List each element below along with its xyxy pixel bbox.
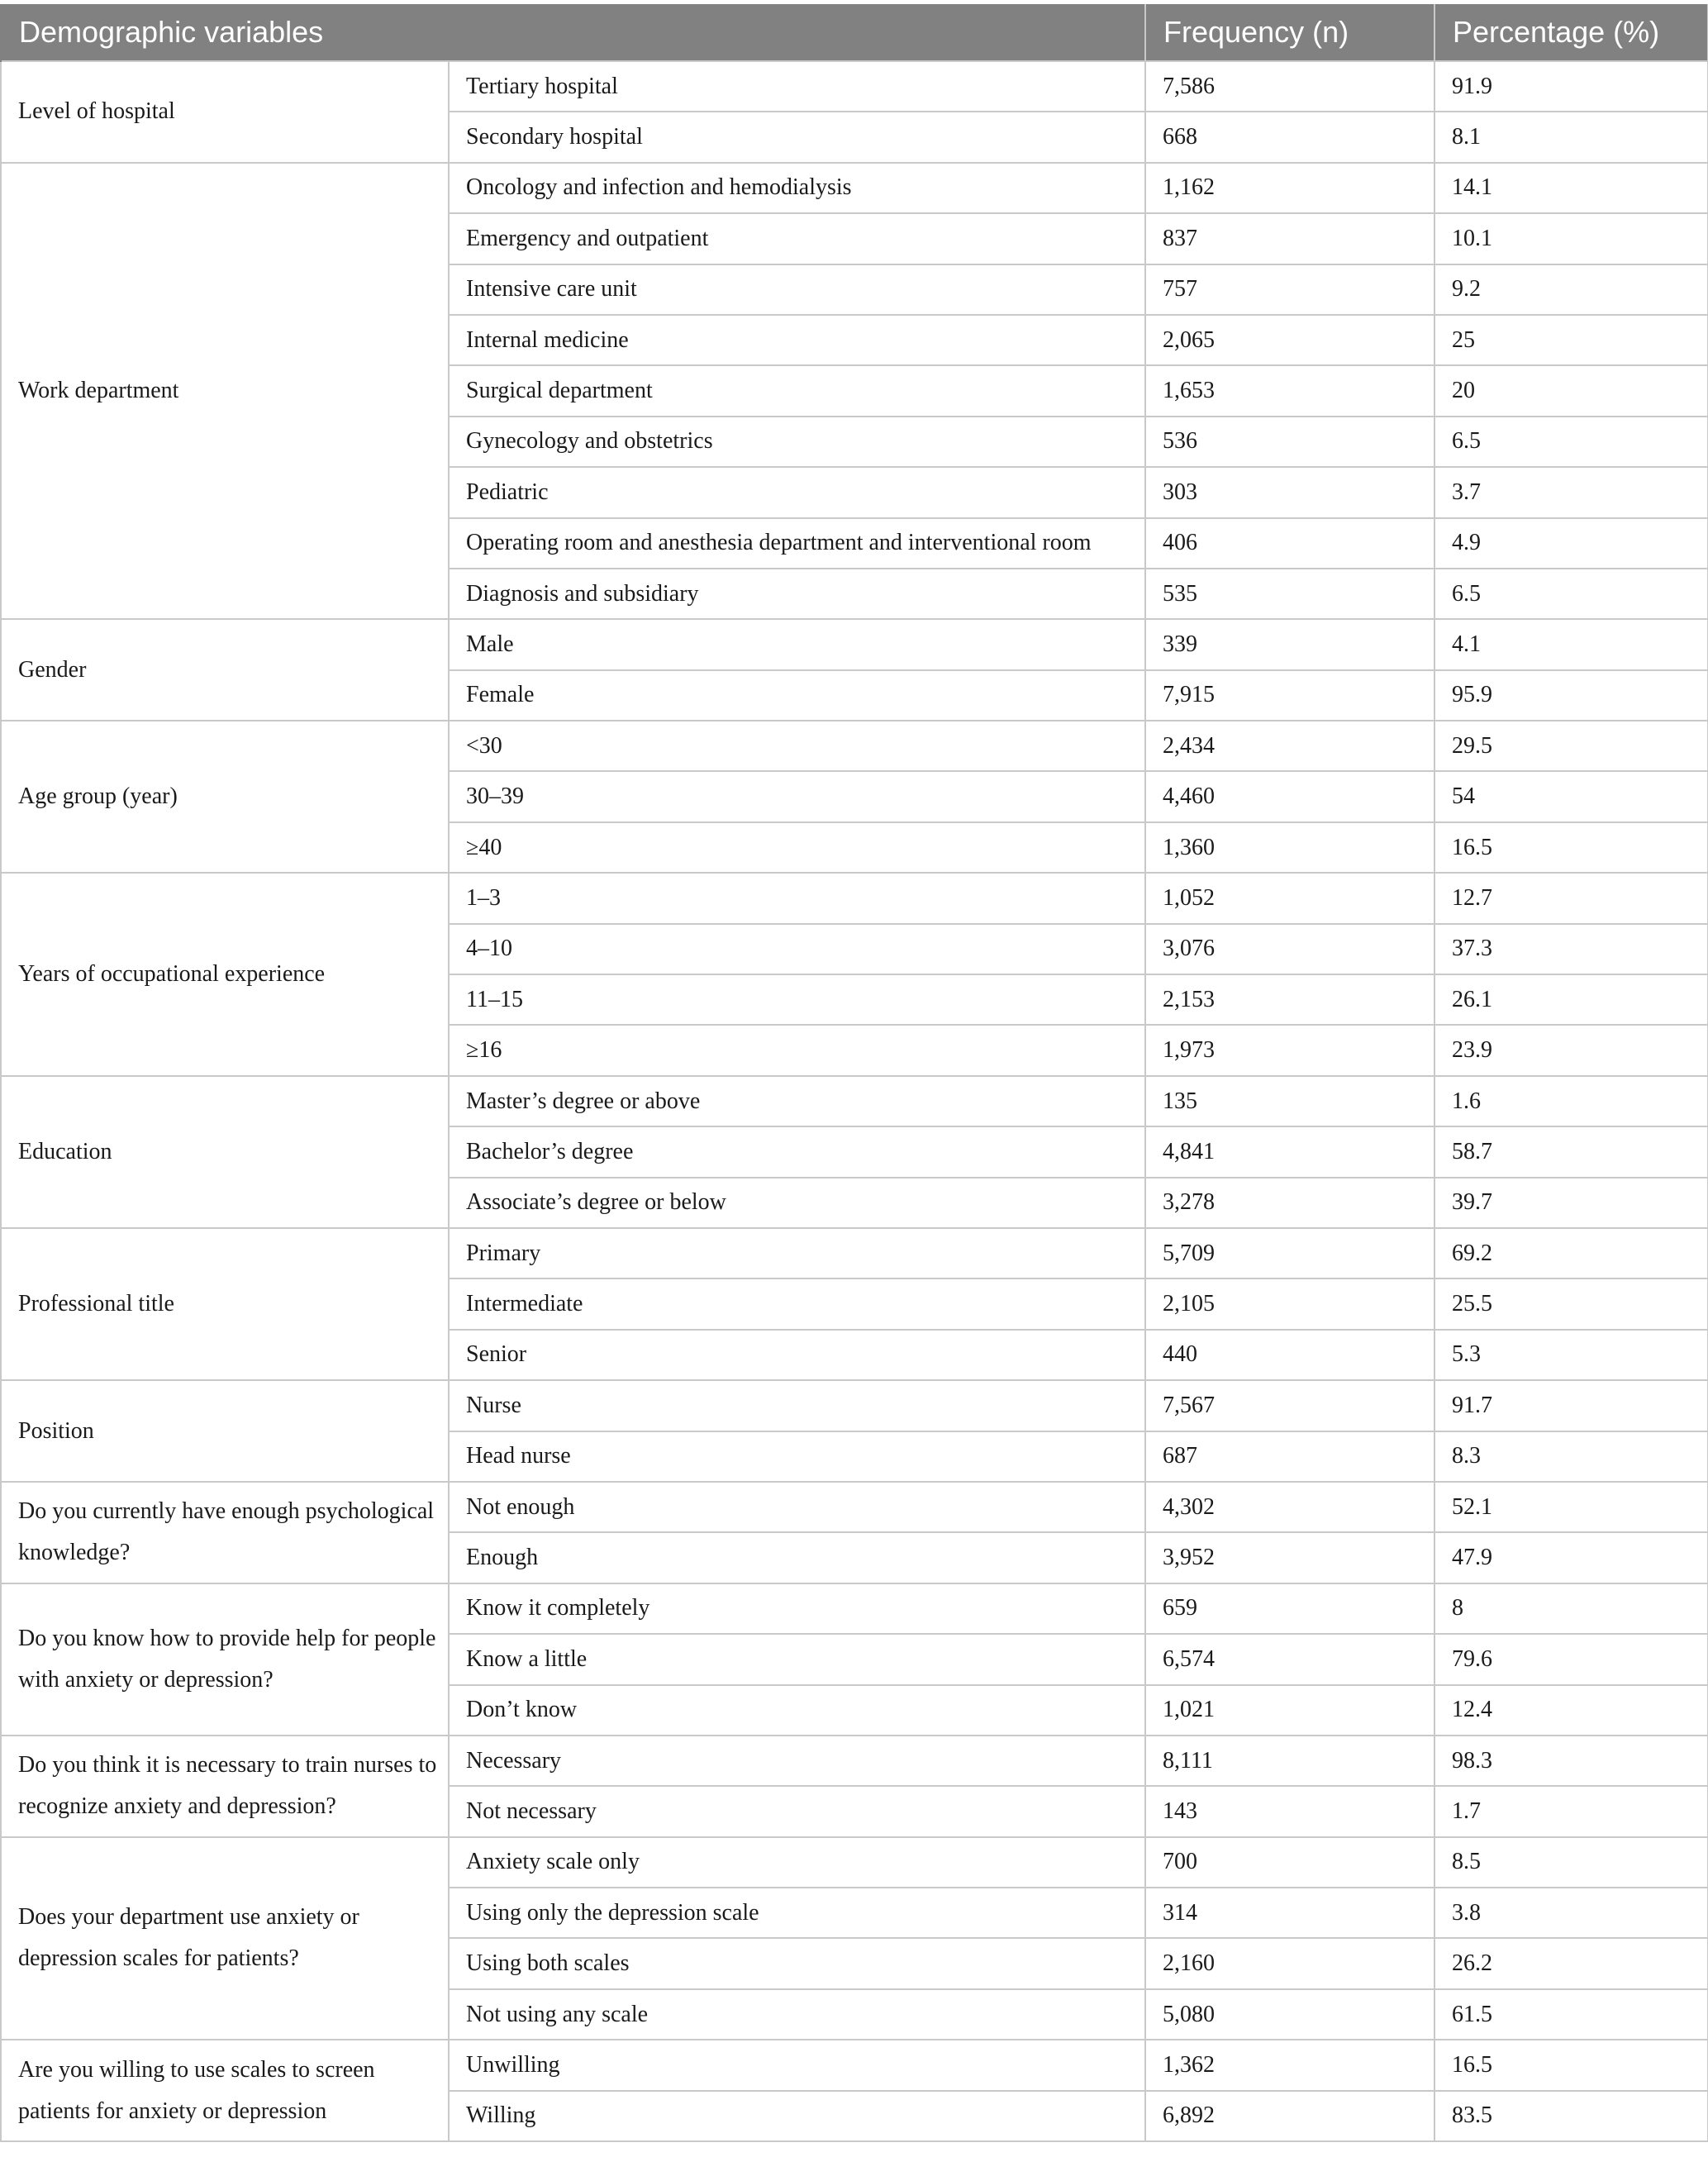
frequency-cell: 536	[1145, 417, 1434, 467]
percentage-cell: 26.2	[1434, 1938, 1708, 1988]
category-cell: ≥40	[449, 822, 1145, 873]
percentage-cell: 26.1	[1434, 974, 1708, 1025]
category-cell: ≥16	[449, 1025, 1145, 1075]
percentage-cell: 5.3	[1434, 1330, 1708, 1380]
percentage-cell: 3.8	[1434, 1888, 1708, 1938]
percentage-cell: 20	[1434, 365, 1708, 416]
header-demographic-variables: Demographic variables	[1, 4, 1145, 61]
table-row	[1, 2040, 1708, 2090]
percentage-cell: 3.7	[1434, 467, 1708, 517]
frequency-cell: 2,153	[1145, 974, 1434, 1025]
header-percentage: Percentage (%)	[1434, 4, 1708, 61]
category-cell: Know a little	[449, 1634, 1145, 1684]
percentage-cell: 9.2	[1434, 264, 1708, 315]
group-label: Age group (year)	[1, 721, 449, 873]
percentage-cell: 8	[1434, 1583, 1708, 1634]
header-frequency: Frequency (n)	[1145, 4, 1434, 61]
category-cell: Not using any scale	[449, 1989, 1145, 2040]
frequency-cell: 7,586	[1145, 61, 1434, 112]
category-cell: 30–39	[449, 771, 1145, 821]
category-cell: Female	[449, 670, 1145, 721]
category-cell: Using both scales	[449, 1938, 1145, 1988]
category-cell: Pediatric	[449, 467, 1145, 517]
table-row	[1, 1837, 1708, 1888]
table-row	[1, 1482, 1708, 1532]
category-cell: Know it completely	[449, 1583, 1145, 1634]
percentage-cell: 1.6	[1434, 1076, 1708, 1126]
category-cell: Not enough	[449, 1482, 1145, 1532]
percentage-cell: 47.9	[1434, 1532, 1708, 1583]
frequency-cell: 1,360	[1145, 822, 1434, 873]
table-row	[1, 1076, 1708, 1126]
frequency-cell: 135	[1145, 1076, 1434, 1126]
frequency-cell: 535	[1145, 569, 1434, 619]
percentage-cell: 23.9	[1434, 1025, 1708, 1075]
percentage-cell: 69.2	[1434, 1228, 1708, 1278]
category-cell: Anxiety scale only	[449, 1837, 1145, 1888]
percentage-cell: 10.1	[1434, 213, 1708, 264]
category-cell: Not necessary	[449, 1786, 1145, 1836]
percentage-cell: 4.1	[1434, 619, 1708, 669]
frequency-cell: 440	[1145, 1330, 1434, 1380]
table-body	[1, 61, 1708, 2141]
frequency-cell: 4,841	[1145, 1126, 1434, 1177]
category-cell: Senior	[449, 1330, 1145, 1380]
percentage-cell: 14.1	[1434, 163, 1708, 213]
frequency-cell: 7,567	[1145, 1380, 1434, 1431]
frequency-cell: 2,160	[1145, 1938, 1434, 1988]
category-cell: Intensive care unit	[449, 264, 1145, 315]
percentage-cell: 58.7	[1434, 1126, 1708, 1177]
category-cell: Male	[449, 619, 1145, 669]
header-row	[1, 4, 1708, 61]
frequency-cell: 2,065	[1145, 315, 1434, 365]
category-cell: Secondary hospital	[449, 112, 1145, 162]
frequency-cell: 406	[1145, 518, 1434, 569]
group-label: Do you currently have enough psychological knowledge?	[1, 1482, 449, 1583]
table-row	[1, 873, 1708, 923]
category-cell: Tertiary hospital	[449, 61, 1145, 112]
percentage-cell: 8.3	[1434, 1431, 1708, 1482]
table-row	[1, 1736, 1708, 1786]
percentage-cell: 8.5	[1434, 1837, 1708, 1888]
frequency-cell: 659	[1145, 1583, 1434, 1634]
category-cell: Nurse	[449, 1380, 1145, 1431]
category-cell: Enough	[449, 1532, 1145, 1583]
frequency-cell: 6,892	[1145, 2091, 1434, 2141]
frequency-cell: 1,162	[1145, 163, 1434, 213]
frequency-cell: 1,362	[1145, 2040, 1434, 2090]
percentage-cell: 54	[1434, 771, 1708, 821]
frequency-cell: 3,278	[1145, 1178, 1434, 1228]
percentage-cell: 16.5	[1434, 822, 1708, 873]
category-cell: <30	[449, 721, 1145, 771]
percentage-cell: 52.1	[1434, 1482, 1708, 1532]
category-cell: Bachelor’s degree	[449, 1126, 1145, 1177]
category-cell: Gynecology and obstetrics	[449, 417, 1145, 467]
table-row	[1, 721, 1708, 771]
group-label: Do you think it is necessary to train nurses to recognize anxiety and depression?	[1, 1736, 449, 1837]
percentage-cell: 16.5	[1434, 2040, 1708, 2090]
group-label: Years of occupational experience	[1, 873, 449, 1076]
frequency-cell: 143	[1145, 1786, 1434, 1836]
table-row	[1, 61, 1708, 112]
category-cell: Surgical department	[449, 365, 1145, 416]
category-cell: Necessary	[449, 1736, 1145, 1786]
frequency-cell: 1,052	[1145, 873, 1434, 923]
table-row	[1, 163, 1708, 213]
percentage-cell: 98.3	[1434, 1736, 1708, 1786]
frequency-cell: 5,709	[1145, 1228, 1434, 1278]
frequency-cell: 2,434	[1145, 721, 1434, 771]
frequency-cell: 668	[1145, 112, 1434, 162]
table-row	[1, 619, 1708, 669]
table-header	[1, 4, 1708, 61]
category-cell: 11–15	[449, 974, 1145, 1025]
frequency-cell: 339	[1145, 619, 1434, 669]
frequency-cell: 3,076	[1145, 924, 1434, 974]
frequency-cell: 8,111	[1145, 1736, 1434, 1786]
percentage-cell: 37.3	[1434, 924, 1708, 974]
frequency-cell: 1,021	[1145, 1685, 1434, 1736]
percentage-cell: 6.5	[1434, 569, 1708, 619]
table-row	[1, 1380, 1708, 1431]
category-cell: Internal medicine	[449, 315, 1145, 365]
group-label: Do you know how to provide help for people with anxiety or depression?	[1, 1583, 449, 1736]
category-cell: Primary	[449, 1228, 1145, 1278]
category-cell: Associate’s degree or below	[449, 1178, 1145, 1228]
percentage-cell: 39.7	[1434, 1178, 1708, 1228]
category-cell: Willing	[449, 2091, 1145, 2141]
percentage-cell: 91.9	[1434, 61, 1708, 112]
frequency-cell: 3,952	[1145, 1532, 1434, 1583]
percentage-cell: 25.5	[1434, 1278, 1708, 1329]
group-label: Gender	[1, 619, 449, 721]
frequency-cell: 314	[1145, 1888, 1434, 1938]
frequency-cell: 700	[1145, 1837, 1434, 1888]
category-cell: Operating room and anesthesia department and interventional room	[449, 518, 1145, 569]
demographics-table	[0, 4, 1708, 2142]
category-cell: Unwilling	[449, 2040, 1145, 2090]
percentage-cell: 29.5	[1434, 721, 1708, 771]
frequency-cell: 757	[1145, 264, 1434, 315]
category-cell: Head nurse	[449, 1431, 1145, 1482]
percentage-cell: 91.7	[1434, 1380, 1708, 1431]
category-cell: Oncology and infection and hemodialysis	[449, 163, 1145, 213]
group-label: Level of hospital	[1, 61, 449, 163]
frequency-cell: 687	[1145, 1431, 1434, 1482]
frequency-cell: 1,973	[1145, 1025, 1434, 1075]
category-cell: Emergency and outpatient	[449, 213, 1145, 264]
category-cell: Using only the depression scale	[449, 1888, 1145, 1938]
table-row	[1, 1228, 1708, 1278]
frequency-cell: 6,574	[1145, 1634, 1434, 1684]
frequency-cell: 837	[1145, 213, 1434, 264]
category-cell: 4–10	[449, 924, 1145, 974]
group-label: Work department	[1, 163, 449, 620]
frequency-cell: 4,302	[1145, 1482, 1434, 1532]
table-row	[1, 1583, 1708, 1634]
percentage-cell: 1.7	[1434, 1786, 1708, 1836]
group-label: Position	[1, 1380, 449, 1482]
category-cell: Don’t know	[449, 1685, 1145, 1736]
frequency-cell: 4,460	[1145, 771, 1434, 821]
percentage-cell: 83.5	[1434, 2091, 1708, 2141]
percentage-cell: 8.1	[1434, 112, 1708, 162]
category-cell: Diagnosis and subsidiary	[449, 569, 1145, 619]
percentage-cell: 61.5	[1434, 1989, 1708, 2040]
percentage-cell: 95.9	[1434, 670, 1708, 721]
group-label: Professional title	[1, 1228, 449, 1380]
category-cell: 1–3	[449, 873, 1145, 923]
group-label: Education	[1, 1076, 449, 1228]
percentage-cell: 12.7	[1434, 873, 1708, 923]
frequency-cell: 7,915	[1145, 670, 1434, 721]
group-label: Are you willing to use scales to screen patients for anxiety or depression	[1, 2040, 449, 2141]
frequency-cell: 2,105	[1145, 1278, 1434, 1329]
frequency-cell: 1,653	[1145, 365, 1434, 416]
category-cell: Master’s degree or above	[449, 1076, 1145, 1126]
frequency-cell: 303	[1145, 467, 1434, 517]
percentage-cell: 4.9	[1434, 518, 1708, 569]
percentage-cell: 25	[1434, 315, 1708, 365]
percentage-cell: 79.6	[1434, 1634, 1708, 1684]
percentage-cell: 12.4	[1434, 1685, 1708, 1736]
frequency-cell: 5,080	[1145, 1989, 1434, 2040]
group-label: Does your department use anxiety or depression scales for patients?	[1, 1837, 449, 2040]
percentage-cell: 6.5	[1434, 417, 1708, 467]
category-cell: Intermediate	[449, 1278, 1145, 1329]
